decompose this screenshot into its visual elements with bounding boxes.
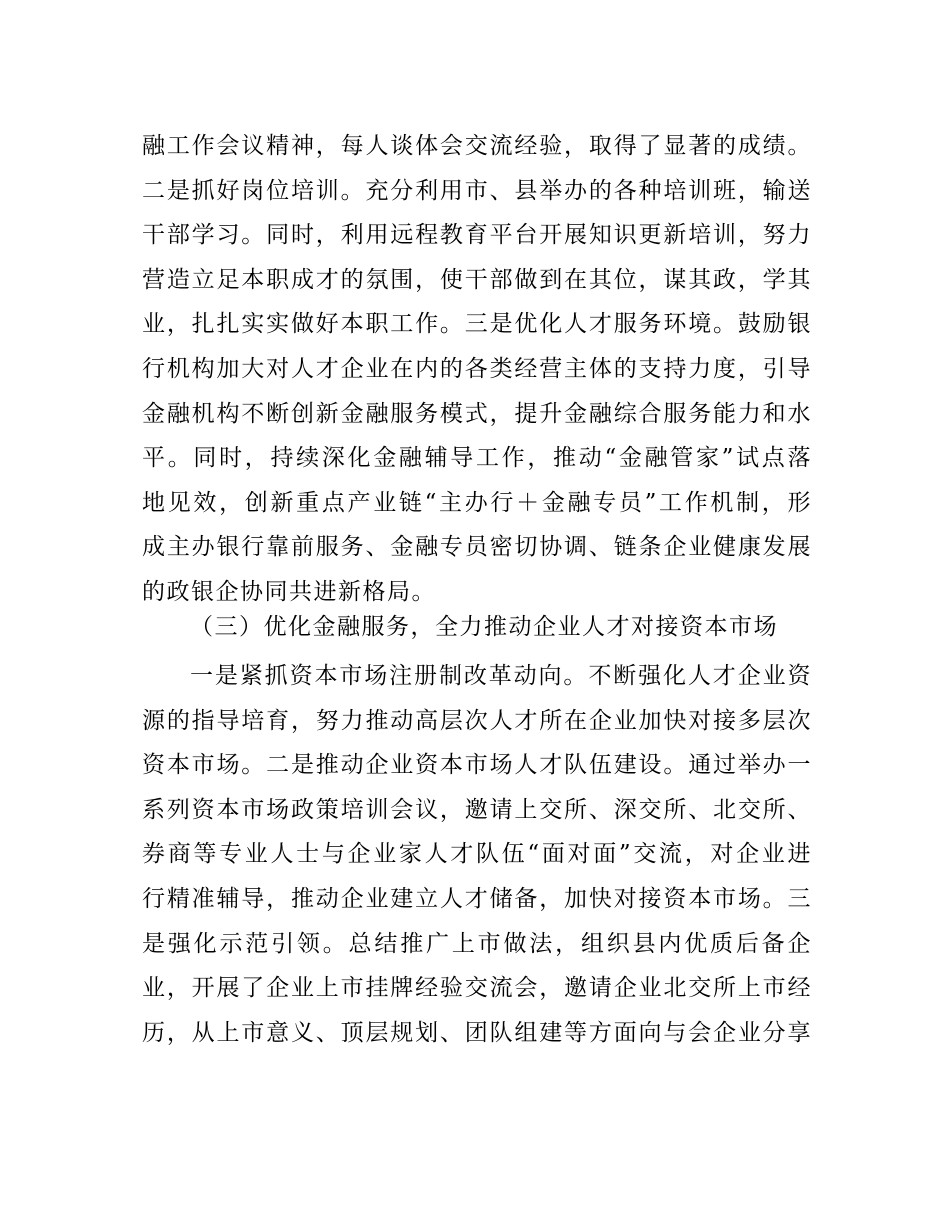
- text-line: 的政银企协同共进新格局。: [142, 578, 436, 605]
- text-line: 行精准辅导，推动企业建立人才储备，加快对接资本市场。三: [142, 885, 812, 912]
- text-line: 地见效，创新重点产业链“主办行＋金融专员”工作机制，形: [142, 489, 812, 516]
- text-line: 券商等专业人士与企业家人才队伍“面对面”交流，对企业进: [142, 841, 812, 868]
- text-line: 干部学习。同时，利用远程教育平台开展知识更新培训，努力: [142, 222, 812, 249]
- text-line: 历，从上市意义、顶层规划、团队组建等方面向与会企业分享: [142, 1019, 812, 1046]
- text-line: 业，开展了企业上市挂牌经验交流会，邀请企业北交所上市经: [142, 975, 812, 1002]
- text-line: 行机构加大对人才企业在内的各类经营主体的支持力度，引导: [142, 355, 812, 382]
- text-line: 平。同时，持续深化金融辅导工作，推动“金融管家”试点落: [142, 445, 812, 472]
- text-line: 融工作会议精神，每人谈体会交流经验，取得了显著的成绩。: [142, 133, 812, 159]
- text-line: 系列资本市场政策培训会议，邀请上交所、深交所、北交所、: [142, 796, 812, 823]
- text-line: 营造立足本职成才的氛围，使干部做到在其位，谋其政，学其: [142, 266, 812, 293]
- text-line: 金融机构不断创新金融服务模式，提升金融综合服务能力和水: [142, 400, 812, 427]
- text-line: 源的指导培育，努力推动高层次人才所在企业加快对接多层次: [142, 707, 812, 734]
- paragraph-talent-training: [142, 124, 812, 615]
- text-line: 业，扎扎实实做好本职工作。三是优化人才服务环境。鼓励银: [142, 311, 812, 338]
- text-line: 成主办银行靠前服务、金融专员密切协调、链条企业健康发展: [142, 534, 812, 561]
- paragraph-capital-market: [142, 654, 812, 1055]
- text-line: 二是抓好岗位培训。充分利用市、县举办的各种培训班，输送: [142, 177, 812, 204]
- text-line: 是强化示范引领。总结推广上市做法，组织县内优质后备企: [142, 930, 812, 957]
- text-line: 资本市场。二是推动企业资本市场人才队伍建设。通过举办一: [142, 752, 812, 779]
- section-heading: （三）优化金融服务，全力推动企业人才对接资本市场: [190, 614, 778, 640]
- text-line: 一是紧抓资本市场注册制改革动向。不断强化人才企业资: [190, 663, 812, 689]
